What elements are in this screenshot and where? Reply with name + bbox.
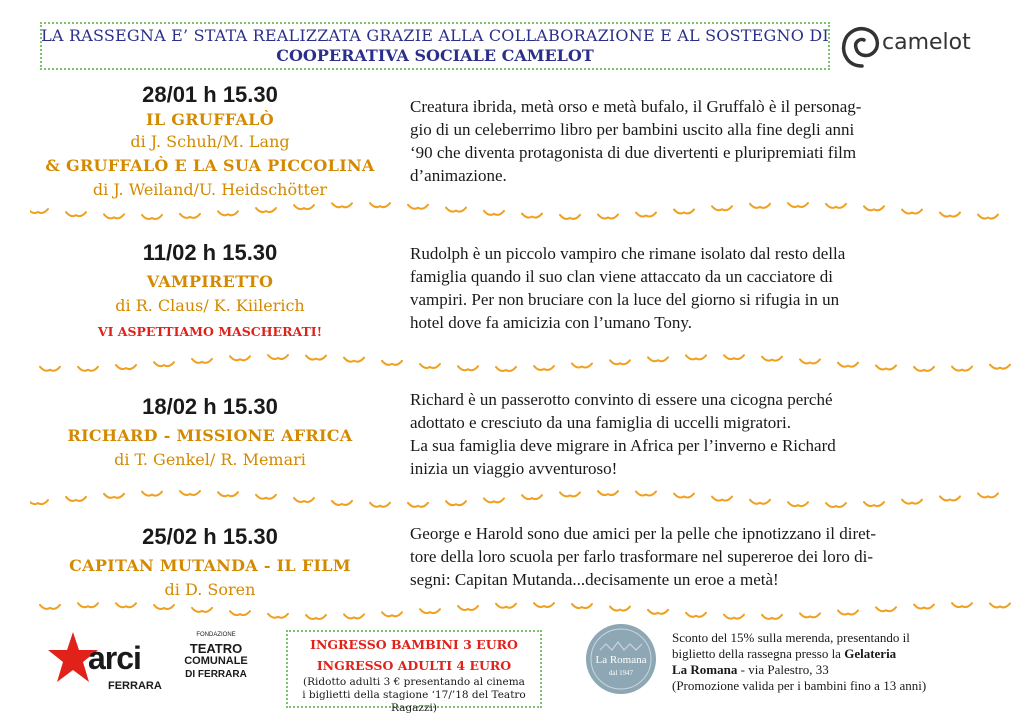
desc-line: vampiri. Per non bruciare con la luce del giorno si rifugia in un xyxy=(410,290,840,309)
bird-icon xyxy=(458,366,478,370)
ticket-note xyxy=(286,676,542,715)
event-2-description xyxy=(410,242,966,334)
bird-icon xyxy=(294,498,314,502)
event-1-credit-1: di J. Schuh/M. Lang xyxy=(130,132,290,151)
bird-icon xyxy=(306,356,326,360)
bird-icon xyxy=(572,604,592,608)
bird-icon xyxy=(446,208,466,212)
bird-icon xyxy=(230,356,250,360)
bird-icon xyxy=(78,603,98,607)
bird-icon xyxy=(142,492,162,496)
bird-icon xyxy=(978,215,998,219)
bird-icon xyxy=(154,362,174,366)
bird-icon xyxy=(484,498,504,502)
bird-icon xyxy=(610,607,630,611)
bird-divider-1 xyxy=(30,200,1024,224)
teatro-line: DI FERRARA xyxy=(185,669,247,680)
event-2-note: VI ASPETTIAMO MASCHERATI! xyxy=(97,324,323,339)
bird-icon xyxy=(560,492,580,496)
bird-divider-2 xyxy=(30,352,1024,376)
desc-line: d’animazione. xyxy=(410,166,507,185)
bird-icon xyxy=(598,491,618,495)
bird-icon xyxy=(990,365,1010,369)
event-2-title: VAMPIRETTO xyxy=(146,272,274,291)
bird-icon xyxy=(116,603,136,607)
bird-icon xyxy=(180,491,200,495)
bird-icon xyxy=(838,611,858,615)
bird-icon xyxy=(496,367,516,371)
bird-icon xyxy=(750,204,770,208)
ticket-note-line-2: i biglietti della stagione ‘17/’18 del Teatro Ragazzi) xyxy=(302,689,526,714)
bird-divider-3 xyxy=(30,488,1024,512)
bird-icon xyxy=(104,214,124,218)
bird-icon xyxy=(826,503,846,507)
bird-icon xyxy=(724,355,744,359)
bird-icon xyxy=(218,211,238,215)
desc-line: adottato e cresciuto da una famiglia di uccelli migratori. xyxy=(410,413,791,432)
bird-icon xyxy=(902,210,922,214)
bird-icon xyxy=(78,367,98,371)
arci-city: FERRARA xyxy=(108,680,162,692)
bird-icon xyxy=(522,214,542,218)
bird-icon xyxy=(496,604,516,608)
desc-line: hotel dove fa amicizia con l’umano Tony. xyxy=(410,313,693,332)
bird-icon xyxy=(864,502,884,506)
event-3-credit: di T. Genkel/ R. Memari xyxy=(114,450,306,469)
event-1-description xyxy=(410,95,966,187)
bird-icon xyxy=(952,367,972,371)
bird-icon xyxy=(990,603,1010,607)
bird-icon xyxy=(522,495,542,499)
bird-icon xyxy=(978,493,998,497)
bird-icon xyxy=(636,213,656,217)
bird-icon xyxy=(598,215,618,219)
bird-icon xyxy=(382,612,402,616)
bird-icon xyxy=(104,494,124,498)
event-1-date: 28/01 h 15.30 xyxy=(142,82,278,107)
bird-icon xyxy=(762,357,782,361)
bird-icon xyxy=(560,215,580,219)
bird-icon xyxy=(40,605,60,609)
bird-icon xyxy=(370,203,390,207)
event-4-description xyxy=(410,522,966,591)
bird-icon xyxy=(332,501,352,505)
bird-icon xyxy=(712,206,732,210)
bird-icon xyxy=(788,502,808,506)
bird-icon xyxy=(686,355,706,359)
la-romana-logo-sub: dal 1947 xyxy=(608,669,634,677)
bird-icon xyxy=(408,503,428,507)
bird-icon xyxy=(534,366,554,370)
bird-icon xyxy=(902,500,922,504)
bird-icon xyxy=(648,357,668,361)
desc-line: inizia un viaggio avventuroso! xyxy=(410,459,618,478)
promo-line-2 xyxy=(672,646,972,662)
bird-icon xyxy=(762,615,782,619)
event-3-title: RICHARD - MISSIONE AFRICA xyxy=(67,426,353,445)
ticket-kids: INGRESSO BAMBINI 3 EURO xyxy=(310,637,518,652)
bird-icon xyxy=(826,204,846,208)
bird-icon xyxy=(256,208,276,212)
bird-icon xyxy=(674,494,694,498)
bird-icon xyxy=(636,491,656,495)
desc-line: tore della loro scuola per farlo trasformare nel supereroe dei loro di- xyxy=(410,547,874,566)
bird-icon xyxy=(420,609,440,613)
bird-icon xyxy=(180,214,200,218)
event-4-title: CAPITAN MUTANDA - IL FILM xyxy=(69,556,351,575)
teatro-logo xyxy=(184,642,248,681)
promo-gelateria: Gelateria xyxy=(844,646,897,661)
arci-logo-text: arci xyxy=(88,640,141,676)
event-3-description xyxy=(410,388,966,480)
desc-line: Creatura ibrida, metà orso e metà bufalo, il Gruffalò è il personag- xyxy=(410,97,862,116)
bird-icon xyxy=(446,501,466,505)
promo-line-1: Sconto del 15% sulla merenda, presentando il xyxy=(672,630,910,645)
bird-icon xyxy=(332,203,352,207)
event-3-date: 18/02 h 15.30 xyxy=(142,394,278,419)
bird-icon xyxy=(66,212,86,216)
bird-icon xyxy=(370,503,390,507)
bird-icon xyxy=(610,360,630,364)
bird-icon xyxy=(66,497,86,501)
bird-icon xyxy=(864,206,884,210)
promo-text xyxy=(672,630,972,694)
camelot-logo-text: camelot xyxy=(882,30,971,55)
bird-icon xyxy=(686,613,706,617)
bird-icon xyxy=(344,614,364,618)
desc-line: La sua famiglia deve migrare in Africa per l’inverno e Richard xyxy=(410,436,836,455)
event-4-credit: di D. Soren xyxy=(164,580,256,599)
promo-line-2a: biglietto della rassegna presso la xyxy=(672,646,845,661)
bird-icon xyxy=(256,495,276,499)
header-line-2: COOPERATIVA SOCIALE CAMELOT xyxy=(276,46,594,65)
bird-icon xyxy=(230,611,250,615)
event-1-credit-2: & GRUFFALÒ E LA SUA PICCOLINA xyxy=(45,156,375,175)
teatro-line: COMUNALE xyxy=(184,655,248,667)
bird-icon xyxy=(382,361,402,365)
header-line-1: LA RASSEGNA E’ STATA REALIZZATA GRAZIE ALLA COLLABORAZIONE E AL SOSTEGNO DI xyxy=(41,26,829,45)
desc-line: George e Harold sono due amici per la pelle che ipnotizzano il diret- xyxy=(410,524,877,543)
bird-icon xyxy=(420,364,440,368)
bird-icon xyxy=(218,492,238,496)
desc-line: famiglia quando il suo clan viene attaccato da un cacciatore di xyxy=(410,267,833,286)
bird-icon xyxy=(940,213,960,217)
event-1-credit-3: di J. Weiland/U. Heidschötter xyxy=(92,180,328,199)
bird-icon xyxy=(484,211,504,215)
bird-icon xyxy=(838,363,858,367)
bird-divider-4 xyxy=(30,600,1024,624)
la-romana-logo-text: La Romana xyxy=(595,654,647,666)
bird-icon xyxy=(268,614,288,618)
bird-icon xyxy=(750,500,770,504)
desc-line: ‘90 che diventa protagonista di due divertenti e pluripremiati film xyxy=(410,143,857,162)
teatro-small-label: FONDAZIONE xyxy=(196,632,236,638)
promo-address: - via Palestro, 33 xyxy=(737,662,829,677)
bird-icon xyxy=(294,205,314,209)
bird-icon xyxy=(952,603,972,607)
bird-icon xyxy=(876,607,896,611)
bird-icon xyxy=(572,363,592,367)
bird-icon xyxy=(30,500,48,504)
bird-icon xyxy=(800,613,820,617)
bird-icon xyxy=(192,359,212,363)
bird-icon xyxy=(408,205,428,209)
desc-line: gio di un celeberrimo libro per bambini uscito alla fine degli anni xyxy=(410,120,855,139)
event-2-credit: di R. Claus/ K. Kiilerich xyxy=(115,296,305,315)
bird-icon xyxy=(712,497,732,501)
bird-icon xyxy=(914,605,934,609)
bird-icon xyxy=(914,367,934,371)
promo-line-3 xyxy=(672,662,972,678)
event-1-title: IL GRUFFALÒ xyxy=(146,110,274,129)
bird-icon xyxy=(876,365,896,369)
bird-icon xyxy=(30,209,48,213)
event-4-date: 25/02 h 15.30 xyxy=(142,524,278,549)
bird-icon xyxy=(192,608,212,612)
ticket-adults: INGRESSO ADULTI 4 EURO xyxy=(316,658,512,673)
ticket-note-line-1: (Ridotto adulti 3 € presentando al cinema xyxy=(303,676,525,688)
bird-icon xyxy=(648,610,668,614)
bird-icon xyxy=(40,367,60,371)
desc-line: segni: Capitan Mutanda...decisamente un eroe a metà! xyxy=(410,570,779,589)
camelot-swirl-icon xyxy=(840,22,884,70)
bird-icon xyxy=(142,215,162,219)
teatro-line: TEATRO xyxy=(189,641,243,656)
promo-la-romana: La Romana xyxy=(672,662,738,677)
desc-line: Richard è un passerotto convinto di essere una cicogna perché xyxy=(410,390,833,409)
bird-icon xyxy=(154,605,174,609)
bird-icon xyxy=(268,355,288,359)
promo-line-4: (Promozione valida per i bambini fino a 13 anni) xyxy=(672,678,927,693)
bird-icon xyxy=(674,209,694,213)
event-2-date: 11/02 h 15.30 xyxy=(142,240,278,265)
desc-line: Rudolph è un piccolo vampiro che rimane isolato dal resto della xyxy=(410,244,846,263)
bird-icon xyxy=(534,603,554,607)
bird-icon xyxy=(344,358,364,362)
bird-icon xyxy=(940,496,960,500)
bird-icon xyxy=(458,606,478,610)
bird-icon xyxy=(800,359,820,363)
bird-icon xyxy=(116,365,136,369)
bird-icon xyxy=(788,203,808,207)
bird-icon xyxy=(724,615,744,619)
bird-icon xyxy=(306,615,326,619)
